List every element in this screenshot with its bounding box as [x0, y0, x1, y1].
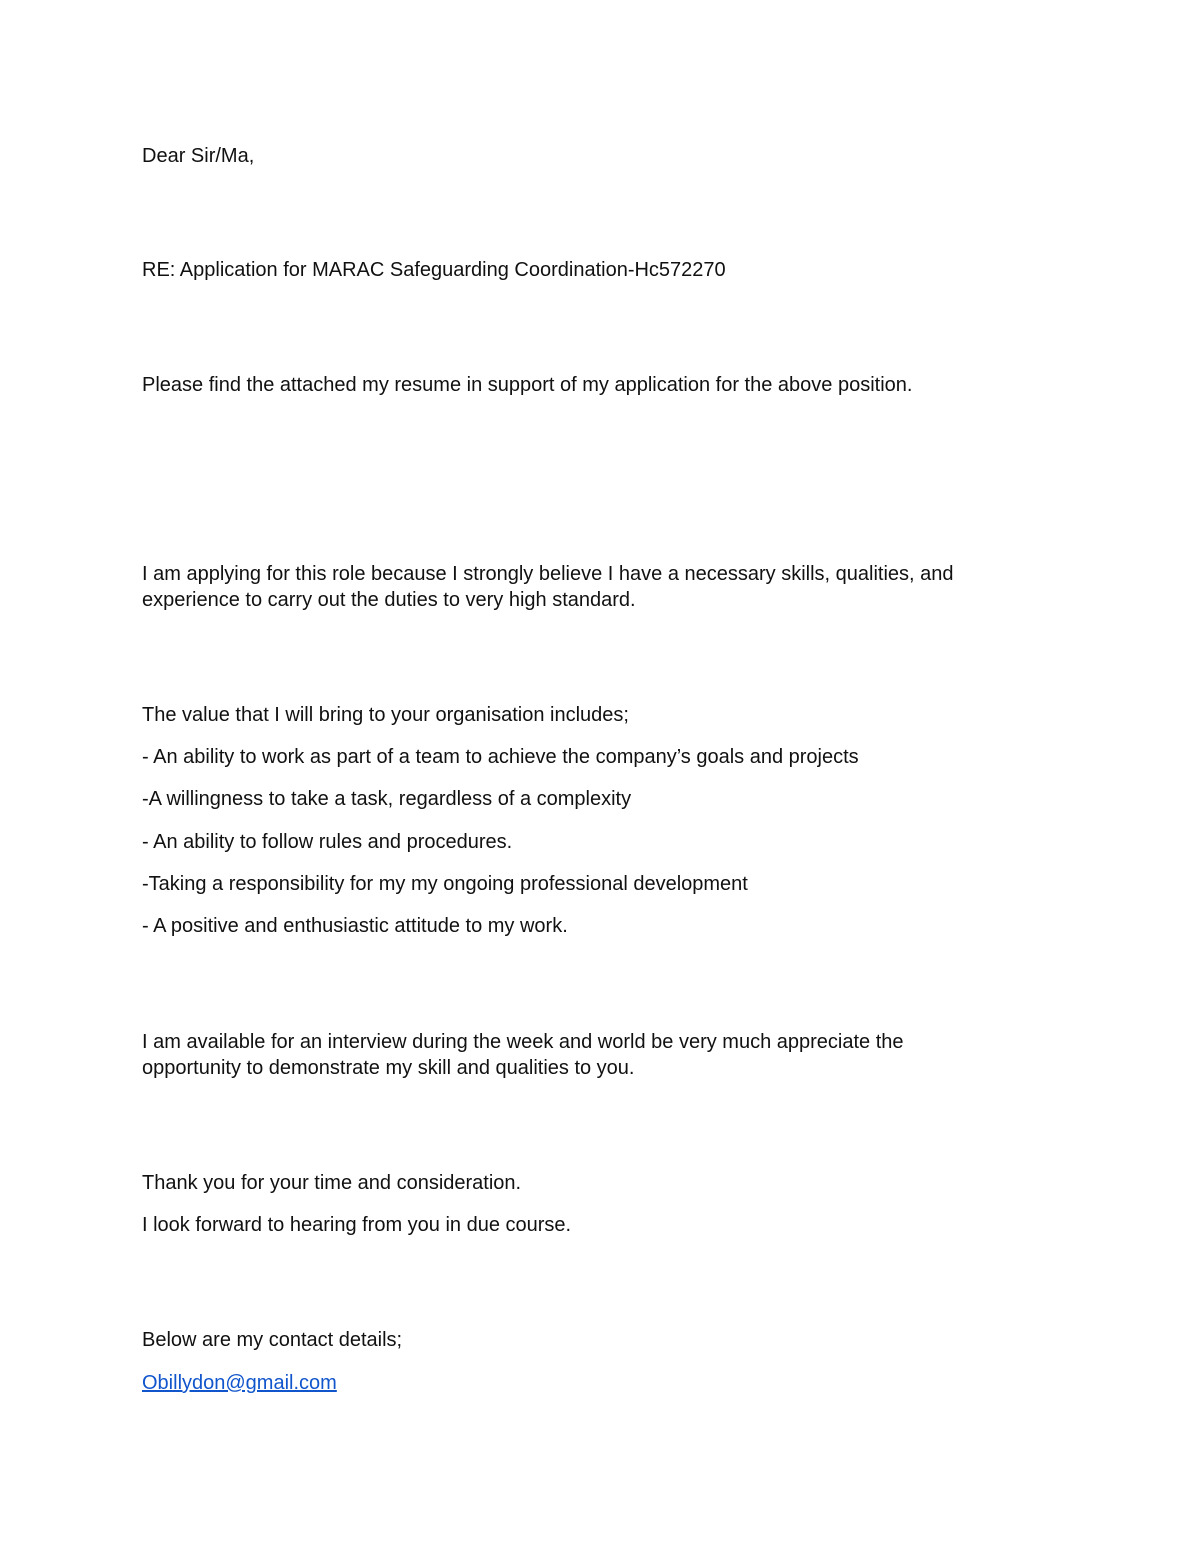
value-item: -A willingness to take a task, regardless of a complexity — [142, 788, 632, 810]
availability-line-1: I am available for an interview during the week and world be very much appreciate the — [142, 1031, 904, 1053]
reason-line-1: I am applying for this role because I strongly believe I have a necessary skills, qualities, and — [142, 563, 954, 585]
intro-paragraph: Please find the attached my resume in support of my application for the above position. — [142, 374, 913, 396]
availability-line-2: opportunity to demonstrate my skill and qualities to you. — [142, 1057, 635, 1079]
value-item: - A positive and enthusiastic attitude to my work. — [142, 915, 568, 937]
email-link[interactable]: Obillydon@gmail.com — [142, 1372, 337, 1394]
closing-line: I look forward to hearing from you in due course. — [142, 1214, 572, 1236]
reason-line-2: experience to carry out the duties to very high standard. — [142, 589, 636, 611]
subject-line: RE: Application for MARAC Safeguarding Coordination-Hc572270 — [142, 259, 726, 281]
value-item: -Taking a responsibility for my my ongoing professional development — [142, 873, 748, 895]
value-intro: The value that I will bring to your organisation includes; — [142, 704, 629, 726]
value-item: - An ability to follow rules and procedures. — [142, 831, 513, 853]
thanks-line: Thank you for your time and consideration. — [142, 1172, 522, 1194]
email-line — [142, 1370, 337, 1396]
value-item: - An ability to work as part of a team to achieve the company’s goals and projects — [142, 746, 859, 768]
salutation: Dear Sir/Ma, — [142, 145, 255, 167]
contact-intro: Below are my contact details; — [142, 1329, 403, 1351]
